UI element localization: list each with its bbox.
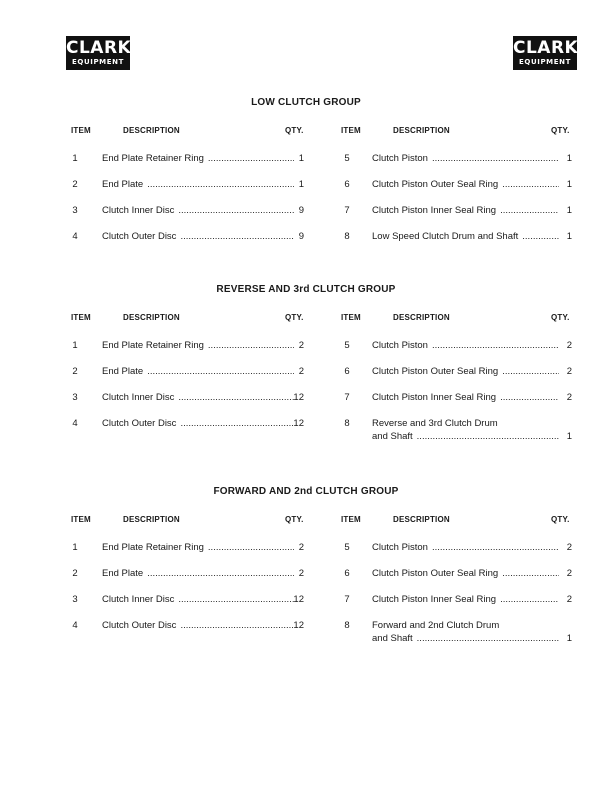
item-quantity: 1: [566, 633, 572, 644]
dot-leader: [502, 365, 559, 378]
item-description: [102, 152, 294, 165]
description-text: Clutch Outer Disc: [102, 418, 177, 429]
item-number: 8: [344, 620, 350, 631]
header-qty: QTY.: [285, 313, 304, 322]
item-number: 6: [344, 179, 350, 190]
item-number: 7: [344, 205, 350, 216]
clark-logo-right: [513, 36, 577, 70]
item-number: 6: [344, 366, 350, 377]
item-description-line2: [372, 632, 559, 645]
description-text: Clutch Piston: [372, 153, 428, 164]
item-number: 6: [344, 568, 350, 579]
item-description: [372, 541, 559, 554]
item-description: [102, 619, 294, 632]
item-description: [372, 178, 559, 191]
item-quantity: 2: [298, 542, 304, 553]
item-quantity: 2: [566, 366, 572, 377]
item-quantity: 2: [566, 542, 572, 553]
item-number: 1: [72, 153, 78, 164]
description-text: Clutch Inner Disc: [102, 594, 175, 605]
header-qty: QTY.: [551, 313, 570, 322]
item-number: 4: [72, 418, 78, 429]
header-item: ITEM: [71, 515, 91, 524]
item-number: 1: [72, 340, 78, 351]
dot-leader: [432, 339, 559, 352]
item-quantity: 1: [566, 205, 572, 216]
item-quantity: 2: [566, 340, 572, 351]
dot-leader: [502, 567, 559, 580]
description-text-2: and Shaft: [372, 431, 413, 442]
dot-leader: [500, 391, 559, 404]
item-description: [102, 339, 294, 352]
header-description: DESCRIPTION: [393, 126, 450, 135]
item-quantity: 9: [298, 205, 304, 216]
description-text-2: and Shaft: [372, 633, 413, 644]
item-quantity: 1: [566, 179, 572, 190]
item-quantity: 12: [293, 594, 304, 605]
item-description: [372, 339, 559, 352]
item-description: [372, 204, 559, 217]
item-description: [102, 204, 294, 217]
logo-sub: EQUIPMENT: [72, 58, 124, 66]
item-quantity: 2: [298, 366, 304, 377]
item-number: 5: [344, 340, 350, 351]
header-description: DESCRIPTION: [393, 515, 450, 524]
description-text: Clutch Piston Outer Seal Ring: [372, 366, 499, 377]
dot-leader: [432, 152, 559, 165]
item-quantity: 2: [298, 568, 304, 579]
dot-leader: [178, 593, 294, 606]
dot-leader: [500, 204, 559, 217]
item-number: 8: [344, 418, 350, 429]
dot-leader: [180, 230, 294, 243]
item-number: 3: [72, 392, 78, 403]
item-number: 2: [72, 568, 78, 579]
item-quantity: 1: [566, 431, 572, 442]
header-item: ITEM: [341, 126, 361, 135]
description-text: Reverse and 3rd Clutch Drum: [372, 418, 498, 429]
item-quantity: 2: [298, 340, 304, 351]
description-text: Clutch Piston Inner Seal Ring: [372, 594, 497, 605]
dot-leader: [502, 178, 559, 191]
group-title: FORWARD AND 2nd CLUTCH GROUP: [213, 486, 399, 497]
item-quantity: 2: [566, 568, 572, 579]
item-number: 2: [72, 366, 78, 377]
dot-leader: [417, 430, 559, 443]
header-description: DESCRIPTION: [123, 313, 180, 322]
item-number: 2: [72, 179, 78, 190]
item-number: 7: [344, 392, 350, 403]
item-number: 4: [72, 620, 78, 631]
description-text: Clutch Inner Disc: [102, 205, 175, 216]
description-text: End Plate Retainer Ring: [102, 542, 204, 553]
item-quantity: 1: [298, 153, 304, 164]
dot-leader: [180, 417, 294, 430]
description-text: Clutch Piston Inner Seal Ring: [372, 392, 497, 403]
item-description: [102, 567, 294, 580]
description-text: Clutch Piston: [372, 340, 428, 351]
header-item: ITEM: [71, 313, 91, 322]
item-description: [102, 230, 294, 243]
description-text: End Plate Retainer Ring: [102, 340, 204, 351]
description-text: Clutch Piston Inner Seal Ring: [372, 205, 497, 216]
item-description: [102, 178, 294, 191]
dot-leader: [208, 541, 294, 554]
item-number: 4: [72, 231, 78, 242]
description-text: Clutch Piston: [372, 542, 428, 553]
group-title: REVERSE AND 3rd CLUTCH GROUP: [216, 284, 396, 295]
header-item: ITEM: [341, 515, 361, 524]
description-text: End Plate Retainer Ring: [102, 153, 204, 164]
header-qty: QTY.: [551, 515, 570, 524]
description-text: Clutch Inner Disc: [102, 392, 175, 403]
header-description: DESCRIPTION: [123, 126, 180, 135]
dot-leader: [178, 204, 294, 217]
dot-leader: [208, 339, 294, 352]
item-description: [372, 567, 559, 580]
item-quantity: 12: [293, 392, 304, 403]
description-text: End Plate: [102, 568, 144, 579]
clark-logo-left: [66, 36, 130, 70]
description-text: Low Speed Clutch Drum and Shaft: [372, 231, 519, 242]
dot-leader: [208, 152, 294, 165]
item-quantity: 1: [298, 179, 304, 190]
item-quantity: 2: [566, 392, 572, 403]
item-description: [372, 593, 559, 606]
description-text: Clutch Outer Disc: [102, 231, 177, 242]
item-quantity: 12: [293, 418, 304, 429]
logo-brand: CLARK: [513, 38, 579, 58]
description-text: End Plate: [102, 366, 144, 377]
group-title: LOW CLUTCH GROUP: [251, 97, 361, 108]
item-number: 3: [72, 594, 78, 605]
item-description: [372, 365, 559, 378]
item-description: [372, 230, 559, 243]
logo-brand: CLARK: [66, 38, 132, 58]
header-qty: QTY.: [551, 126, 570, 135]
item-description: [372, 619, 499, 632]
dot-leader: [432, 541, 559, 554]
item-quantity: 1: [566, 231, 572, 242]
item-number: 5: [344, 153, 350, 164]
dot-leader: [147, 178, 294, 191]
item-quantity: 12: [293, 620, 304, 631]
item-description: [102, 541, 294, 554]
item-number: 5: [344, 542, 350, 553]
header-item: ITEM: [341, 313, 361, 322]
dot-leader: [500, 593, 559, 606]
dot-leader: [178, 391, 294, 404]
description-text: End Plate: [102, 179, 144, 190]
description-text: Clutch Piston Outer Seal Ring: [372, 179, 499, 190]
item-description: [102, 365, 294, 378]
header-qty: QTY.: [285, 126, 304, 135]
header-description: DESCRIPTION: [393, 313, 450, 322]
item-number: 1: [72, 542, 78, 553]
item-number: 7: [344, 594, 350, 605]
dot-leader: [147, 365, 294, 378]
dot-leader: [417, 632, 559, 645]
description-text: Clutch Outer Disc: [102, 620, 177, 631]
description-text: Clutch Piston Outer Seal Ring: [372, 568, 499, 579]
item-description-line2: [372, 430, 559, 443]
item-quantity: 9: [298, 231, 304, 242]
item-number: 3: [72, 205, 78, 216]
logo-sub: EQUIPMENT: [519, 58, 571, 66]
header-qty: QTY.: [285, 515, 304, 524]
item-description: [372, 391, 559, 404]
item-description: [372, 417, 498, 430]
dot-leader: [147, 567, 294, 580]
item-description: [102, 391, 294, 404]
item-quantity: 1: [566, 153, 572, 164]
item-description: [372, 152, 559, 165]
item-description: [102, 417, 294, 430]
header-description: DESCRIPTION: [123, 515, 180, 524]
item-description: [102, 593, 294, 606]
dot-leader: [180, 619, 294, 632]
item-number: 8: [344, 231, 350, 242]
header-item: ITEM: [71, 126, 91, 135]
description-text: Forward and 2nd Clutch Drum: [372, 620, 500, 631]
item-quantity: 2: [566, 594, 572, 605]
